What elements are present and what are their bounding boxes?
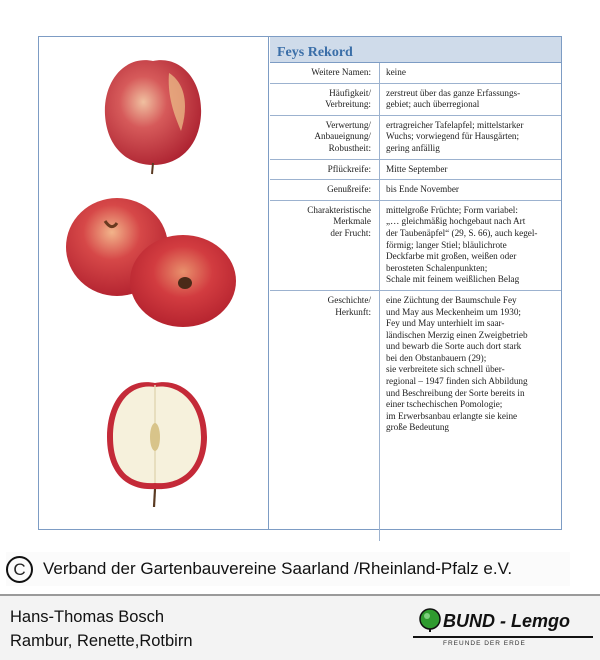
bund-logo-subtext: FREUNDE DER ERDE bbox=[443, 640, 526, 647]
detail-value: eine Züchtung der Baumschule Fey und May aus Meckenheim um 1930; Fey und May unterhielt im saar- ländischen Merzig einen Zweigbetrieb und bewarb die Sorte auch dort stark bei den Obstanbauern (29); sie verbreitete sich schnell über- regional – 1947 finden sich Abbildung und Beschreibung der Sorte bereits in einer tschechischen Pomologie; im Erwerbsanbau erlangte sie keine große Bedeutung bbox=[386, 294, 528, 433]
detail-label: Verwertung/ Anbaueignung/ Robustheit: bbox=[270, 116, 380, 159]
detail-row bbox=[270, 180, 561, 201]
variety-title: Feys Rekord bbox=[277, 45, 353, 60]
apple-whole-photo bbox=[101, 53, 205, 175]
detail-row bbox=[270, 291, 561, 541]
detail-label: Charakteristische Merkmale der Frucht: bbox=[270, 201, 380, 290]
apple-cross-section-photo bbox=[105, 379, 209, 509]
bund-logo bbox=[413, 606, 593, 652]
detail-label: Häufigkeit/ Verbreitung: bbox=[270, 84, 380, 115]
copyright-icon: C bbox=[6, 556, 33, 583]
copyright-text: Verband der Gartenbauvereine Saarland /Rheinland-Pfalz e.V. bbox=[43, 559, 513, 578]
apple-photos bbox=[39, 37, 269, 529]
variety-details bbox=[270, 37, 561, 529]
detail-row bbox=[270, 116, 561, 160]
variety-categories: Rambur, Renette,Rotbirn bbox=[10, 632, 193, 650]
variety-card bbox=[38, 36, 562, 530]
apple-pair-photo bbox=[65, 197, 237, 327]
title-bar bbox=[270, 37, 561, 63]
detail-value: Mitte September bbox=[386, 163, 448, 174]
detail-row bbox=[270, 160, 561, 181]
detail-row bbox=[270, 84, 561, 116]
bund-logo-icon bbox=[419, 608, 441, 632]
bund-logo-text: BUND - Lemgo bbox=[443, 611, 570, 631]
detail-value: ertragreicher Tafelapfel; mittelstarker Wuchs; vorwiegend für Hausgärten; gering anfällig bbox=[386, 119, 524, 153]
copyright-notice bbox=[6, 552, 570, 586]
detail-value: keine bbox=[386, 67, 406, 77]
detail-row bbox=[270, 63, 561, 84]
author-name: Hans-Thomas Bosch bbox=[10, 608, 165, 626]
detail-label: Geschichte/ Herkunft: bbox=[270, 291, 380, 541]
detail-value: mittelgroße Früchte; Form variabel: „… gleichmäßig hochgebaut nach Art der Taubenäpfel“ (29, S. 66), auch kegel- förmig; langer Stiel; bläulichrote Deckfarbe mit großen, weißen oder berosteten Schalenpunkten; Schale mit feinem weißlichen Belag bbox=[386, 204, 538, 285]
detail-label: Weitere Namen: bbox=[270, 63, 380, 83]
detail-value: zerstreut über das ganze Erfassungs- gebiet; auch überregional bbox=[386, 87, 521, 110]
detail-label: Genußreife: bbox=[270, 180, 380, 200]
bund-logo-underline bbox=[413, 636, 593, 638]
detail-label: Pflückreife: bbox=[270, 160, 380, 180]
detail-row bbox=[270, 201, 561, 291]
detail-value: bis Ende November bbox=[386, 184, 459, 195]
